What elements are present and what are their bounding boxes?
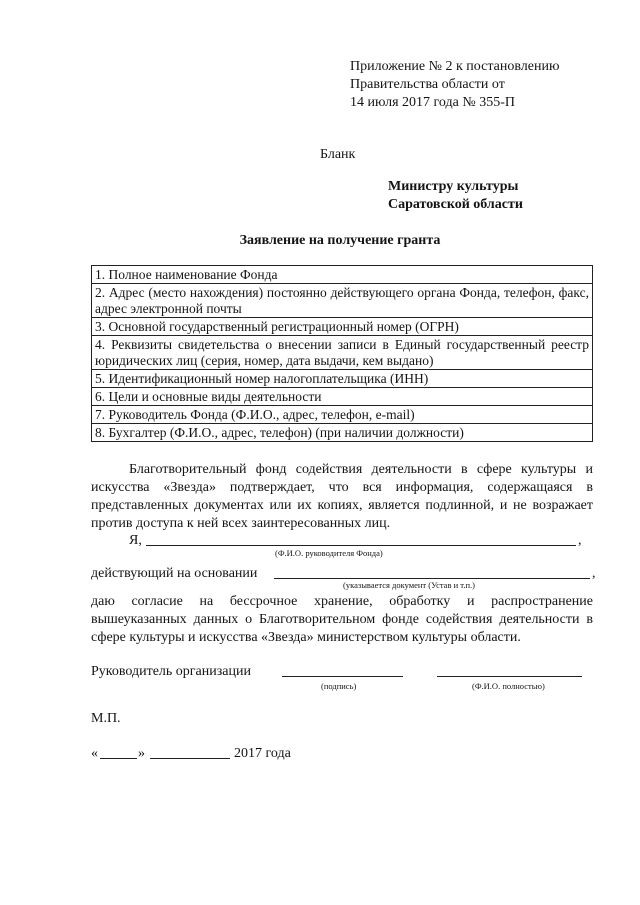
addressee-line-2: Саратовской области [388, 197, 523, 212]
addressee [388, 178, 523, 214]
table-row [92, 388, 593, 406]
head-of-organization-label: Руководитель организации [91, 664, 251, 679]
date-year: 2017 года [234, 746, 291, 761]
table-cell: 4. Реквизиты свидетельства о внесении записи в Единый государственный реестр юридических лиц (серия, номер, дата выдачи, кем выдано) [92, 336, 593, 370]
document-title: Заявление на получение гранта [239, 233, 441, 248]
annex-line-1: Приложение № 2 к постановлению [350, 59, 560, 74]
full-name-line [437, 676, 582, 677]
table-cell: 3. Основной государственный регистрационный номер (ОГРН) [92, 318, 593, 336]
table-cell: 7. Руководитель Фонда (Ф.И.О., адрес, телефон, e-mail) [92, 406, 593, 424]
addressee-line-1: Министру культуры [388, 179, 519, 194]
table-cell: 8. Бухгалтер (Ф.И.О., адрес, телефон) (при наличии должности) [92, 424, 593, 442]
stamp-placeholder: М.П. [91, 711, 121, 726]
acting-basis-label: действующий на основании [91, 566, 258, 581]
table-row [92, 370, 593, 388]
i-label: Я, [129, 533, 142, 548]
table-row [92, 284, 593, 318]
head-name-line [146, 545, 576, 546]
blank-label: Бланк [320, 147, 356, 162]
basis-document-caption: (указывается документ (Устав и т.п.) [343, 580, 475, 590]
comma-mark: , [592, 566, 596, 581]
annex-line-2: Правительства области от [350, 77, 505, 92]
date-month-line [150, 758, 230, 759]
date-close-quote: » [138, 746, 145, 761]
table-row [92, 336, 593, 370]
comma-mark: , [578, 533, 582, 548]
table-cell: 1. Полное наименование Фонда [92, 266, 593, 284]
table-row [92, 406, 593, 424]
consent-paragraph: даю согласие на бессрочное хранение, обработку и распространение вышеуказанных данных о Благотворительном фонде содействия деятельности в сфере культуры и искусства «Звезда» министерством культуры области. [91, 594, 593, 645]
table-row [92, 424, 593, 442]
table-row [92, 266, 593, 284]
head-name-caption: (Ф.И.О. руководителя Фонда) [275, 548, 383, 558]
date-open-quote: « [91, 746, 98, 761]
full-name-caption: (Ф.И.О. полностью) [472, 681, 545, 691]
date-day-line [100, 758, 137, 759]
signature-line [282, 676, 403, 677]
application-info-table [91, 265, 593, 442]
table-cell: 6. Цели и основные виды деятельности [92, 388, 593, 406]
confirmation-paragraph: Благотворительный фонд содействия деятельности в сфере культуры и искусства «Звезда» подтверждает, что вся информация, содержащаяся в представленных документах или их копиях, является подлинной, и не возражает против доступа к ней всех заинтересованных лиц. [91, 462, 593, 531]
signature-caption: (подпись) [321, 681, 357, 691]
annex-line-3: 14 июля 2017 года № 355-П [350, 95, 515, 110]
table-cell: 5. Идентификационный номер налогоплательщика (ИНН) [92, 370, 593, 388]
table-cell: 2. Адрес (место нахождения) постоянно действующего органа Фонда, телефон, факс, адрес электронной почты [92, 284, 593, 318]
basis-document-line [274, 578, 590, 579]
annex-header [350, 58, 610, 112]
table-row [92, 318, 593, 336]
